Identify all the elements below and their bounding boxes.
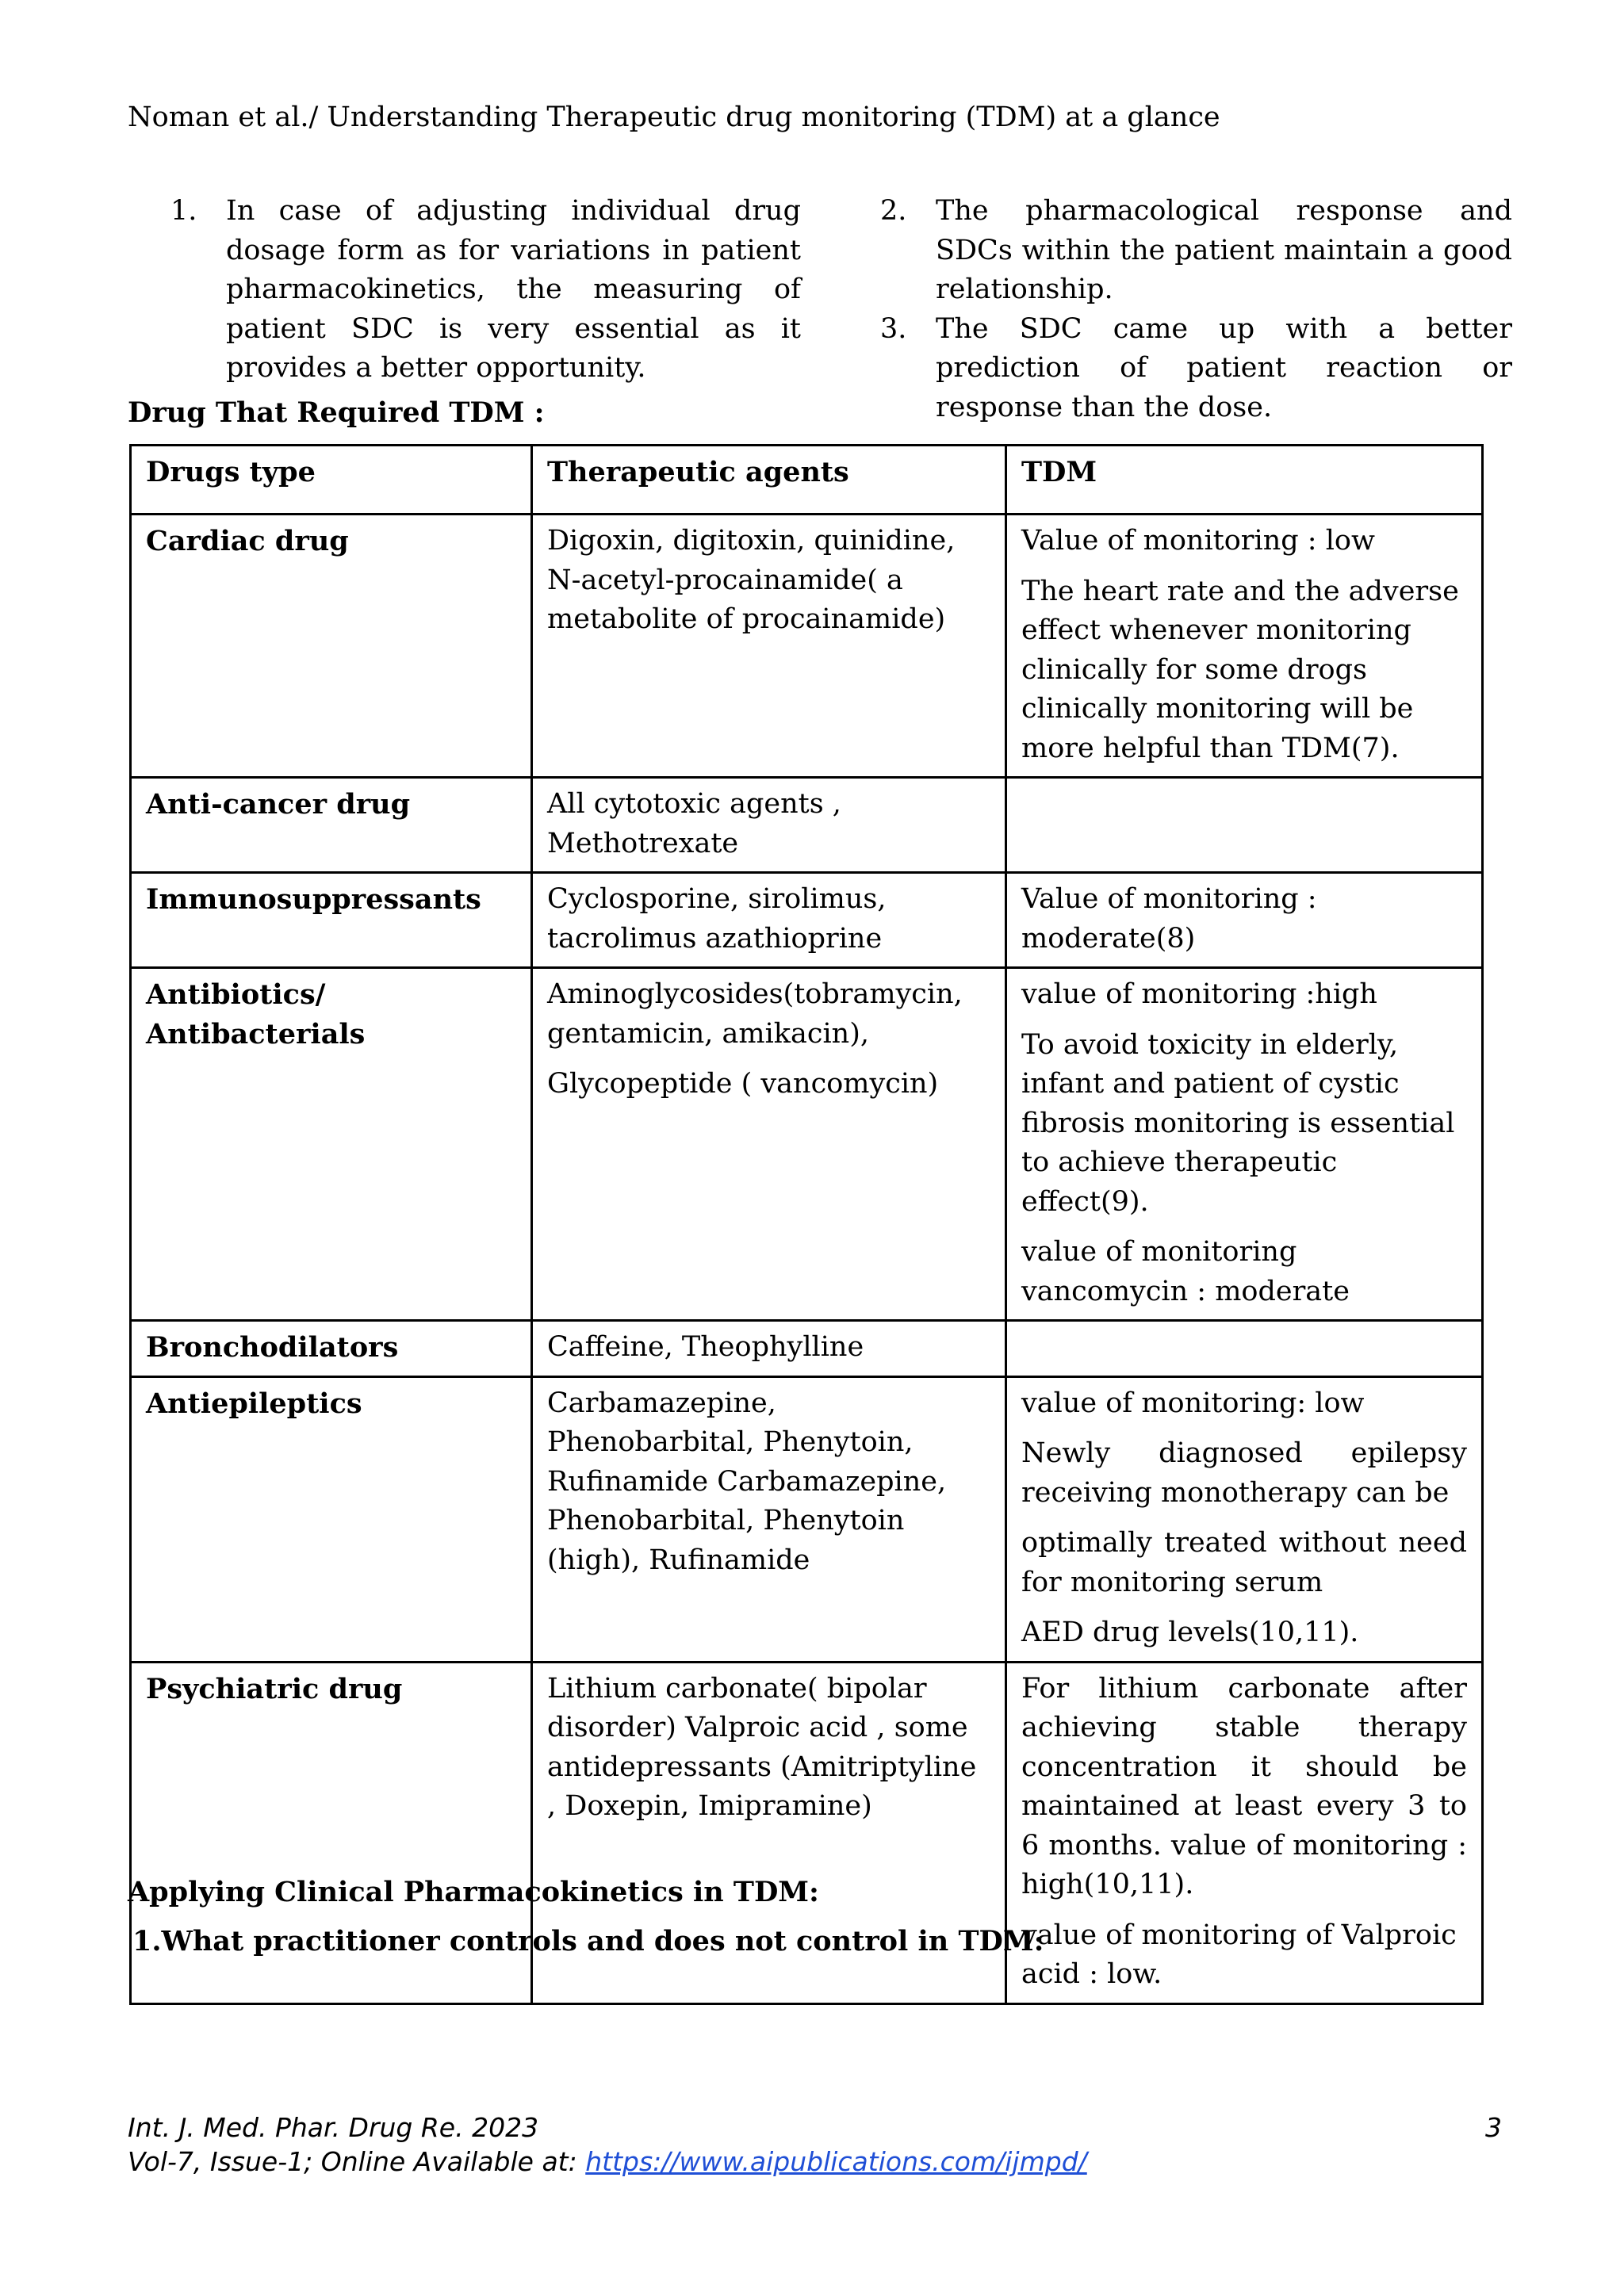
drug-type-cell: Cardiac drug xyxy=(131,515,532,778)
tdm-text: value of monitoring vancomycin : moderate xyxy=(1021,1236,1350,1307)
agents-text: Aminoglycosides(tobramycin, gentamicin, amikacin), xyxy=(547,978,963,1050)
list-item xyxy=(880,192,1512,310)
table-row xyxy=(131,873,1483,968)
drug-type-cell: Bronchodilators xyxy=(131,1321,532,1377)
tdm-cell xyxy=(1006,1376,1483,1662)
footer-volume: Vol-7, Issue-1; Online Available at: xyxy=(128,2146,586,2177)
pk-subheading: 1.What practitioner controls and does not control in TDM: xyxy=(132,1925,1044,1957)
agents-text: All cytotoxic agents , Methotrexate xyxy=(547,788,841,859)
journal-link[interactable]: https://www.aipublications.com/ijmpd/ xyxy=(585,2146,1087,2177)
tdm-cell xyxy=(1006,1662,1483,2003)
list-text: The pharmacological response and SDCs within the patient maintain a good relationship. xyxy=(936,195,1512,305)
list-number: 2. xyxy=(880,195,907,227)
agents-cell xyxy=(532,968,1006,1321)
list-text: The SDC came up with a better prediction of patient reaction or response than the dose. xyxy=(936,312,1512,423)
agents-cell xyxy=(532,778,1006,873)
agents-text: Lithium carbonate( bipolar disorder) Valproic acid , some antidepressants (Amitriptyline , Doxepin, Imipramine) xyxy=(547,1672,977,1822)
tdm-text: Value of monitoring : moderate(8) xyxy=(1021,883,1317,955)
drug-type-cell: Psychiatric drug xyxy=(131,1662,532,2003)
tdm-cell xyxy=(1006,873,1483,968)
agents-cell xyxy=(532,1376,1006,1662)
tdm-text: For lithium carbonate after achieving stable therapy concentration it should be maintained at least every 3 to 6 months. value of monitoring : high(10,11). xyxy=(1021,1672,1467,1900)
tdm-text: value of monitoring of Valproic acid : low. xyxy=(1021,1919,1457,1990)
table-row xyxy=(131,778,1483,873)
drug-type-cell: Antiepileptics xyxy=(131,1376,532,1662)
list-item xyxy=(170,192,801,388)
tdm-cell xyxy=(1006,778,1483,873)
tdm-drug-table xyxy=(129,444,1484,2005)
column-header-drugs-type: Drugs type xyxy=(131,446,532,515)
page-number: 3 xyxy=(1485,2112,1502,2143)
list-number: 3. xyxy=(880,312,907,345)
agents-text: Cyclosporine, sirolimus, tacrolimus azathioprine xyxy=(547,883,887,955)
agents-text: Glycopeptide ( vancomycin) xyxy=(547,1068,939,1100)
table-row xyxy=(131,1321,1483,1377)
agents-cell xyxy=(532,873,1006,968)
agents-text: Caffeine, Theophylline xyxy=(547,1331,864,1363)
footer-journal: Int. J. Med. Phar. Drug Re. 2023 xyxy=(128,2112,539,2143)
running-title: Noman et al./ Understanding Therapeutic drug monitoring (TDM) at a glance xyxy=(128,101,1220,133)
table-row xyxy=(131,515,1483,778)
intro-list-right xyxy=(880,192,1512,427)
table-header-row xyxy=(131,446,1483,515)
table-heading: Drug That Required TDM : xyxy=(128,396,545,429)
pk-section-heading: Applying Clinical Pharmacokinetics in TDM: xyxy=(128,1876,819,1908)
tdm-text: value of monitoring :high xyxy=(1021,978,1377,1010)
tdm-cell xyxy=(1006,1321,1483,1377)
agents-text: Carbamazepine, Phenobarbital, Phenytoin, Rufinamide Carbamazepine, Phenobarbital, Phenytoin (high), Rufinamide xyxy=(547,1387,947,1576)
tdm-text: AED drug levels(10,11). xyxy=(1021,1617,1359,1648)
table-row xyxy=(131,1376,1483,1662)
footer-volume-line xyxy=(128,2145,1087,2179)
intro-list-left xyxy=(170,192,801,388)
drug-type-cell: Immunosuppressants xyxy=(131,873,532,968)
tdm-cell xyxy=(1006,515,1483,778)
list-item xyxy=(880,310,1512,428)
tdm-text: value of monitoring: low xyxy=(1021,1387,1365,1419)
table-row xyxy=(131,968,1483,1321)
drug-type-cell: Anti-cancer drug xyxy=(131,778,532,873)
tdm-cell xyxy=(1006,968,1483,1321)
tdm-text: The heart rate and the adverse effect whenever monitoring clinically for some drogs clinically monitoring will be more helpful than TDM(7). xyxy=(1021,575,1459,764)
column-header-therapeutic-agents: Therapeutic agents xyxy=(532,446,1006,515)
tdm-text: optimally treated without need for monitoring serum xyxy=(1021,1527,1467,1598)
agents-text: Digoxin, digitoxin, quinidine, N-acetyl-procainamide( a metabolite of procainamide) xyxy=(547,525,956,635)
tdm-text: Newly diagnosed epilepsy receiving monotherapy can be xyxy=(1021,1437,1467,1509)
list-text: In case of adjusting individual drug dosage form as for variations in patient pharmacokinetics, the measuring of patient SDC is very essential as it provides a better opportunity. xyxy=(226,195,801,384)
tdm-text: Value of monitoring : low xyxy=(1021,525,1375,557)
tdm-text: To avoid toxicity in elderly, infant and patient of cystic fibrosis monitoring is essential to achieve therapeutic effect(9). xyxy=(1021,1028,1455,1218)
column-header-tdm: TDM xyxy=(1006,446,1483,515)
agents-cell xyxy=(532,515,1006,778)
list-number: 1. xyxy=(170,195,197,227)
drug-type-cell: Antibiotics/ Antibacterials xyxy=(131,968,532,1321)
agents-cell xyxy=(532,1321,1006,1377)
